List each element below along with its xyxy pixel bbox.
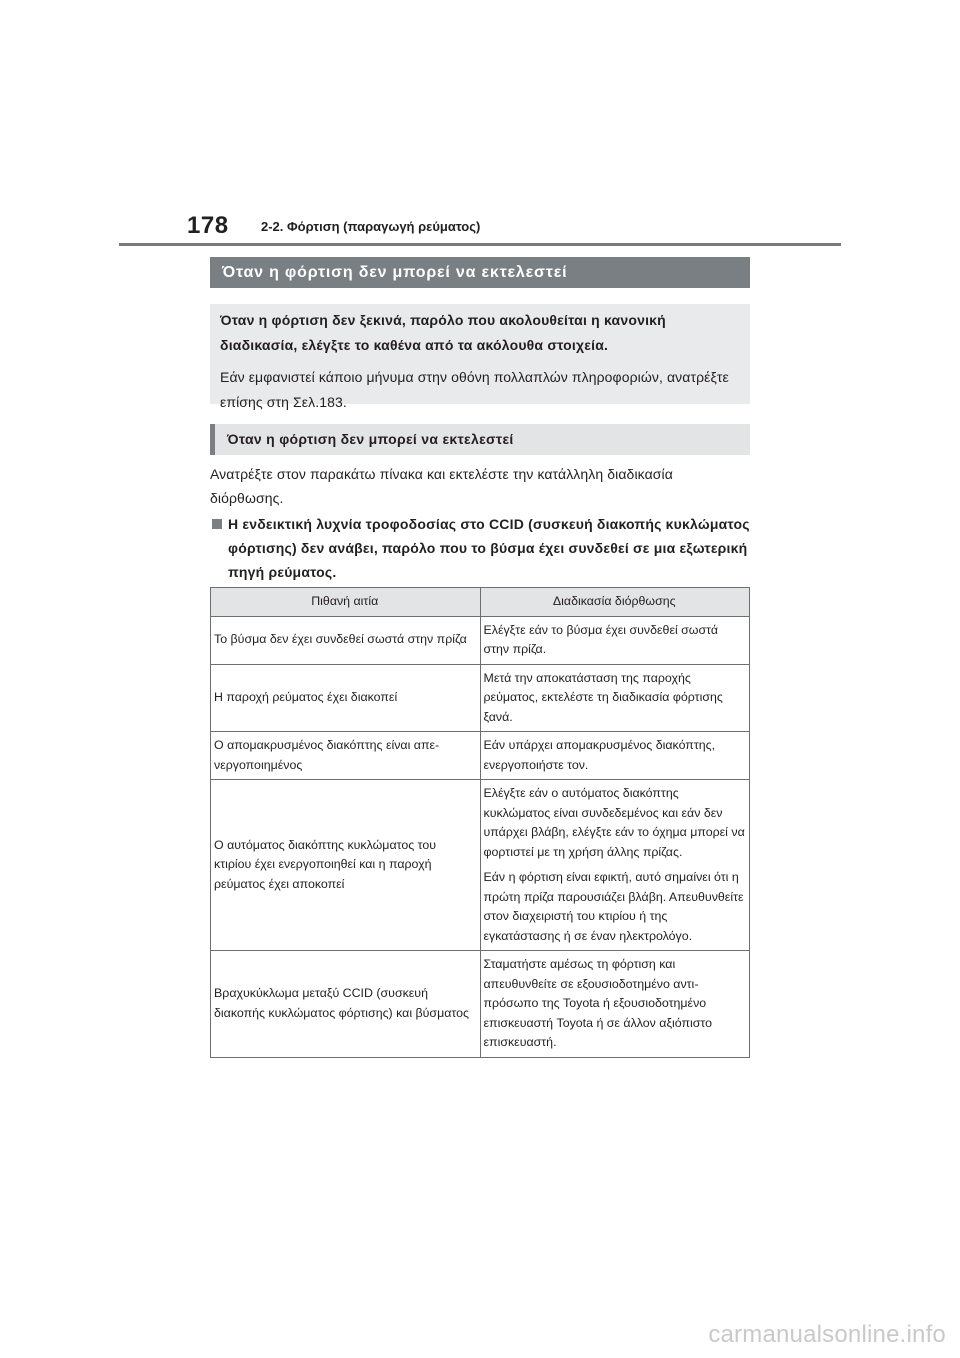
section-title: 2-2. Φόρτιση (παραγωγή ρεύματος): [261, 219, 481, 234]
solution-cell: [480, 732, 750, 780]
cause-cell: Το βύσμα δεν έχει συνδεθεί σωστά στην πρίζα: [211, 616, 481, 664]
solution-text: Μετά την αποκατάσταση της παροχής ρεύματος, εκτελέστε τη διαδικασία φόρτισης ξανά.: [483, 670, 723, 724]
solution-cell: [480, 664, 750, 732]
table-row: [211, 951, 750, 1058]
troubleshooting-table: [210, 587, 750, 1058]
cause-cell: Βραχυκύκλωμα μεταξύ CCID (συσκευή διακοπής κυκλώματος φόρτισης) και βύσματος: [211, 951, 481, 1058]
table-header-row: [211, 588, 750, 617]
body-paragraph: Ανατρέξτε στον παρακάτω πίνακα και εκτελέστε την κατάλληλη διαδικασία διόρθωσης.: [210, 466, 673, 506]
subheading: Όταν η φόρτιση δεν μπορεί να εκτελεστεί: [210, 424, 750, 455]
table-row: [211, 616, 750, 664]
watermark: carmanualsonline.info: [708, 1321, 946, 1348]
solution-cell: [480, 616, 750, 664]
page-number: 178: [187, 212, 229, 239]
cause-cell: Ο αυτόματος διακόπτης κυκλώματος του κτιρίου έχει ενεργοποιηθεί και η παροχή ρεύματος έχει αποκοπεί: [211, 780, 481, 951]
header-solution: Διαδικασία διόρθωσης: [480, 588, 750, 617]
table-row: [211, 732, 750, 780]
solution-text: Εάν υπάρχει απομακρυσμένος διακόπτης, ενεργοποιήστε τον.: [483, 738, 716, 772]
solution-text: Ελέγξτε εάν ο αυτόματος διακόπτης κυκλώματος είναι συνδεδεμένος και εάν δεν υπάρχει βλάβη, ελέγξτε εάν το όχημα μπορεί να φορτιστεί με τη χρήση άλλης πρίζας.: [483, 786, 745, 859]
intro-bold-text: Όταν η φόρτιση δεν ξεκινά, παρόλο που ακολουθείται η κανονική διαδικασία, ελέγξτε το καθένα από τα ακόλουθα στοιχεία.: [220, 312, 666, 353]
solution-text: Ελέγξτε εάν το βύσμα έχει συνδεθεί σωστά στην πρίζα.: [483, 622, 719, 656]
cause-cell: Η παροχή ρεύματος έχει διακοπεί: [211, 664, 481, 732]
cause-cell: Ο απομακρυσμένος διακόπτης είναι απενεργοποιημένος: [211, 732, 481, 780]
table-row: [211, 664, 750, 732]
solution-cell: [480, 780, 750, 951]
bullet-text: Η ενδεικτική λυχνία τροφοδοσίας στο CCID (συσκευή διακοπής κυκλώματος φόρτισης) δεν ανάβει, παρόλο που το βύσμα έχει συνδεθεί σε μια εξωτερική πηγή ρεύματος.: [228, 516, 750, 580]
solution-text: Εάν η φόρτιση είναι εφικτή, αυτό σημαίνει ότι η πρώτη πρίζα παρουσιάζει βλάβη. Απευθυνθείτε στον διαχειριστή του κτιρίου ή της εγκατάστασης ή σε έναν ηλεκτρολόγο.: [483, 870, 744, 943]
header-divider: [119, 243, 841, 246]
section-banner: Όταν η φόρτιση δεν μπορεί να εκτελεστεί: [210, 257, 750, 288]
solution-text: Σταματήστε αμέσως τη φόρτιση και απευθυνθείτε σε εξουσιοδοτημένο αντιπρόσωπο της Toyota ή εξουσιοδοτημένο επισκευαστή Toyota ή σε άλλον αξιόπιστο επισκευαστή.: [483, 957, 713, 1049]
bullet-item: [210, 512, 750, 584]
table-row: [211, 780, 750, 951]
header-cause: Πιθανή αιτία: [211, 588, 481, 617]
bullet-square-icon: [212, 519, 222, 529]
intro-normal-text: Εάν εμφανιστεί κάποιο μήνυμα στην οθόνη πολλαπλών πληροφοριών, ανατρέξτε επίσης στη Σελ.183.: [220, 369, 729, 410]
intro-box: [210, 304, 750, 410]
solution-cell: [480, 951, 750, 1058]
